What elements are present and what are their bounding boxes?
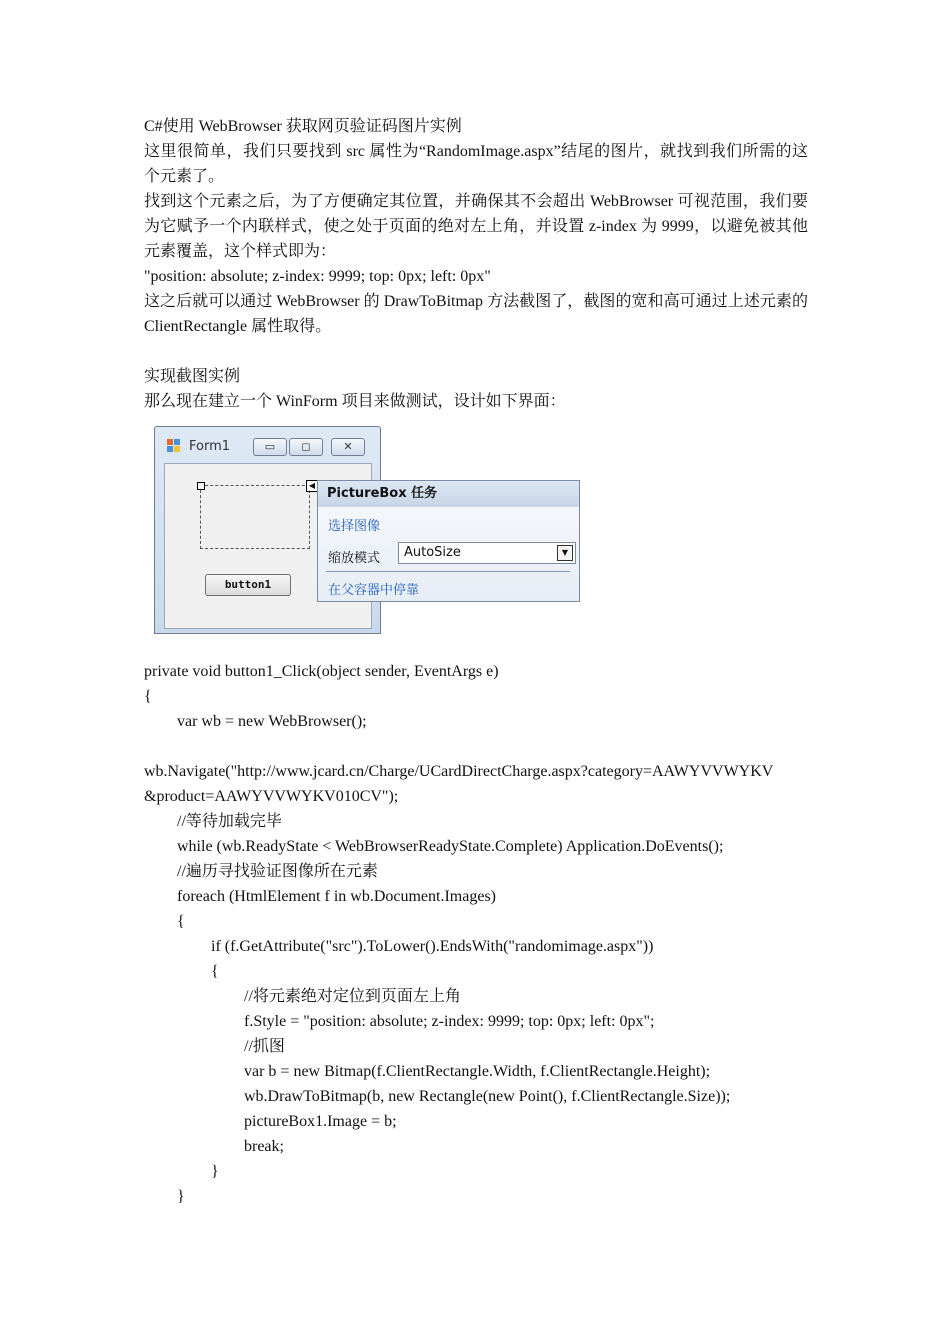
code-line: break; <box>244 1138 284 1155</box>
code-line: var wb = new WebBrowser(); <box>177 713 367 730</box>
paragraph-3: 这之后就可以通过 WebBrowser 的 DrawToBitmap 方法截图了，截图的宽和高可通过上述元素的 ClientRectangle 属性取得。 <box>144 293 808 335</box>
form1-titlebar <box>155 427 380 457</box>
paragraph-2: 找到这个元素之后，为了方便确定其位置，并确保其不会超出 WebBrowser 可视范围，我们要为它赋予一个内联样式，使之处于页面的绝对左上角，并设置 z-index 为 9999，以避免被其他元素覆盖，这个样式即为： <box>144 193 808 260</box>
code-comment: //等待加载完毕 <box>177 813 282 830</box>
choose-image-link[interactable]: 选择图像 <box>328 519 381 534</box>
spacer <box>144 339 808 364</box>
picturebox1[interactable] <box>200 481 316 549</box>
code-line-blank <box>144 734 808 759</box>
code-line: { <box>177 913 185 930</box>
code-line: } <box>211 1163 219 1180</box>
winform-designer-screenshot <box>154 426 584 638</box>
size-mode-select[interactable] <box>398 542 576 564</box>
article-title: C#使用 WebBrowser 获取网页验证码图片实例 <box>144 118 462 135</box>
code-line: pictureBox1.Image = b; <box>244 1113 397 1130</box>
size-mode-value: AutoSize <box>404 545 461 560</box>
code-line: { <box>211 963 219 980</box>
code-line: var b = new Bitmap(f.ClientRectangle.Width, f.ClientRectangle.Height); <box>244 1063 711 1080</box>
dock-in-parent-link[interactable]: 在父容器中停靠 <box>328 583 420 598</box>
maximize-button[interactable] <box>289 438 323 456</box>
code-line: f.Style = "position: absolute; z-index: 9999; top: 0px; left: 0px"; <box>244 1013 655 1030</box>
code-comment: //抓图 <box>244 1038 285 1055</box>
smart-tag-arrow-icon[interactable]: ◀ <box>306 480 318 492</box>
code-line: foreach (HtmlElement f in wb.Document.Images) <box>177 888 496 905</box>
section-title: 实现截图实例 <box>144 368 241 385</box>
size-mode-label: 缩放模式 <box>328 551 381 566</box>
tasks-header: PictureBox 任务 <box>318 481 579 507</box>
code-line: if (f.GetAttribute("src").ToLower().EndsWith("randomimage.aspx")) <box>211 938 654 955</box>
code-comment: //将元素绝对定位到页面左上角 <box>244 988 461 1005</box>
code-line: wb.Navigate("http://www.jcard.cn/Charge/UCardDirectCharge.aspx?category=AAWYVVWYKV <box>144 763 774 780</box>
paragraph-1: 这里很简单，我们只要找到 src 属性为“RandomImage.aspx”结尾的图片，就找到我们所需的这个元素了。 <box>144 143 808 185</box>
code-line: private void button1_Click(object sender, EventArgs e) <box>144 663 499 680</box>
code-line: &product=AAWYVVWYKV010CV"); <box>144 788 399 805</box>
section-intro: 那么现在建立一个 WinForm 项目来做测试，设计如下界面： <box>144 393 566 410</box>
dropdown-arrow-icon[interactable]: ▼ <box>557 545 573 561</box>
minimize-icon: ▭ <box>264 440 276 453</box>
minimize-button[interactable] <box>253 438 287 456</box>
code-line: { <box>144 688 152 705</box>
style-string: "position: absolute; z-index: 9999; top: 0px; left: 0px" <box>144 268 491 285</box>
code-comment: //遍历寻找验证图像所在元素 <box>177 863 378 880</box>
close-button[interactable] <box>331 438 365 456</box>
tasks-divider <box>326 571 570 572</box>
maximize-icon: ◻ <box>301 440 311 453</box>
close-icon: ✕ <box>343 440 353 453</box>
code-line: wb.DrawToBitmap(b, new Rectangle(new Point(), f.ClientRectangle.Size)); <box>244 1088 731 1105</box>
code-line: while (wb.ReadyState < WebBrowserReadyState.Complete) Application.DoEvents(); <box>177 838 724 855</box>
button1[interactable]: button1 <box>205 574 291 596</box>
code-line: } <box>177 1188 185 1205</box>
form-app-icon <box>167 439 181 453</box>
document-page <box>144 114 808 1209</box>
form1-title: Form1 <box>189 439 231 454</box>
picturebox-tasks-panel <box>317 480 580 602</box>
resize-handle[interactable] <box>197 482 205 490</box>
